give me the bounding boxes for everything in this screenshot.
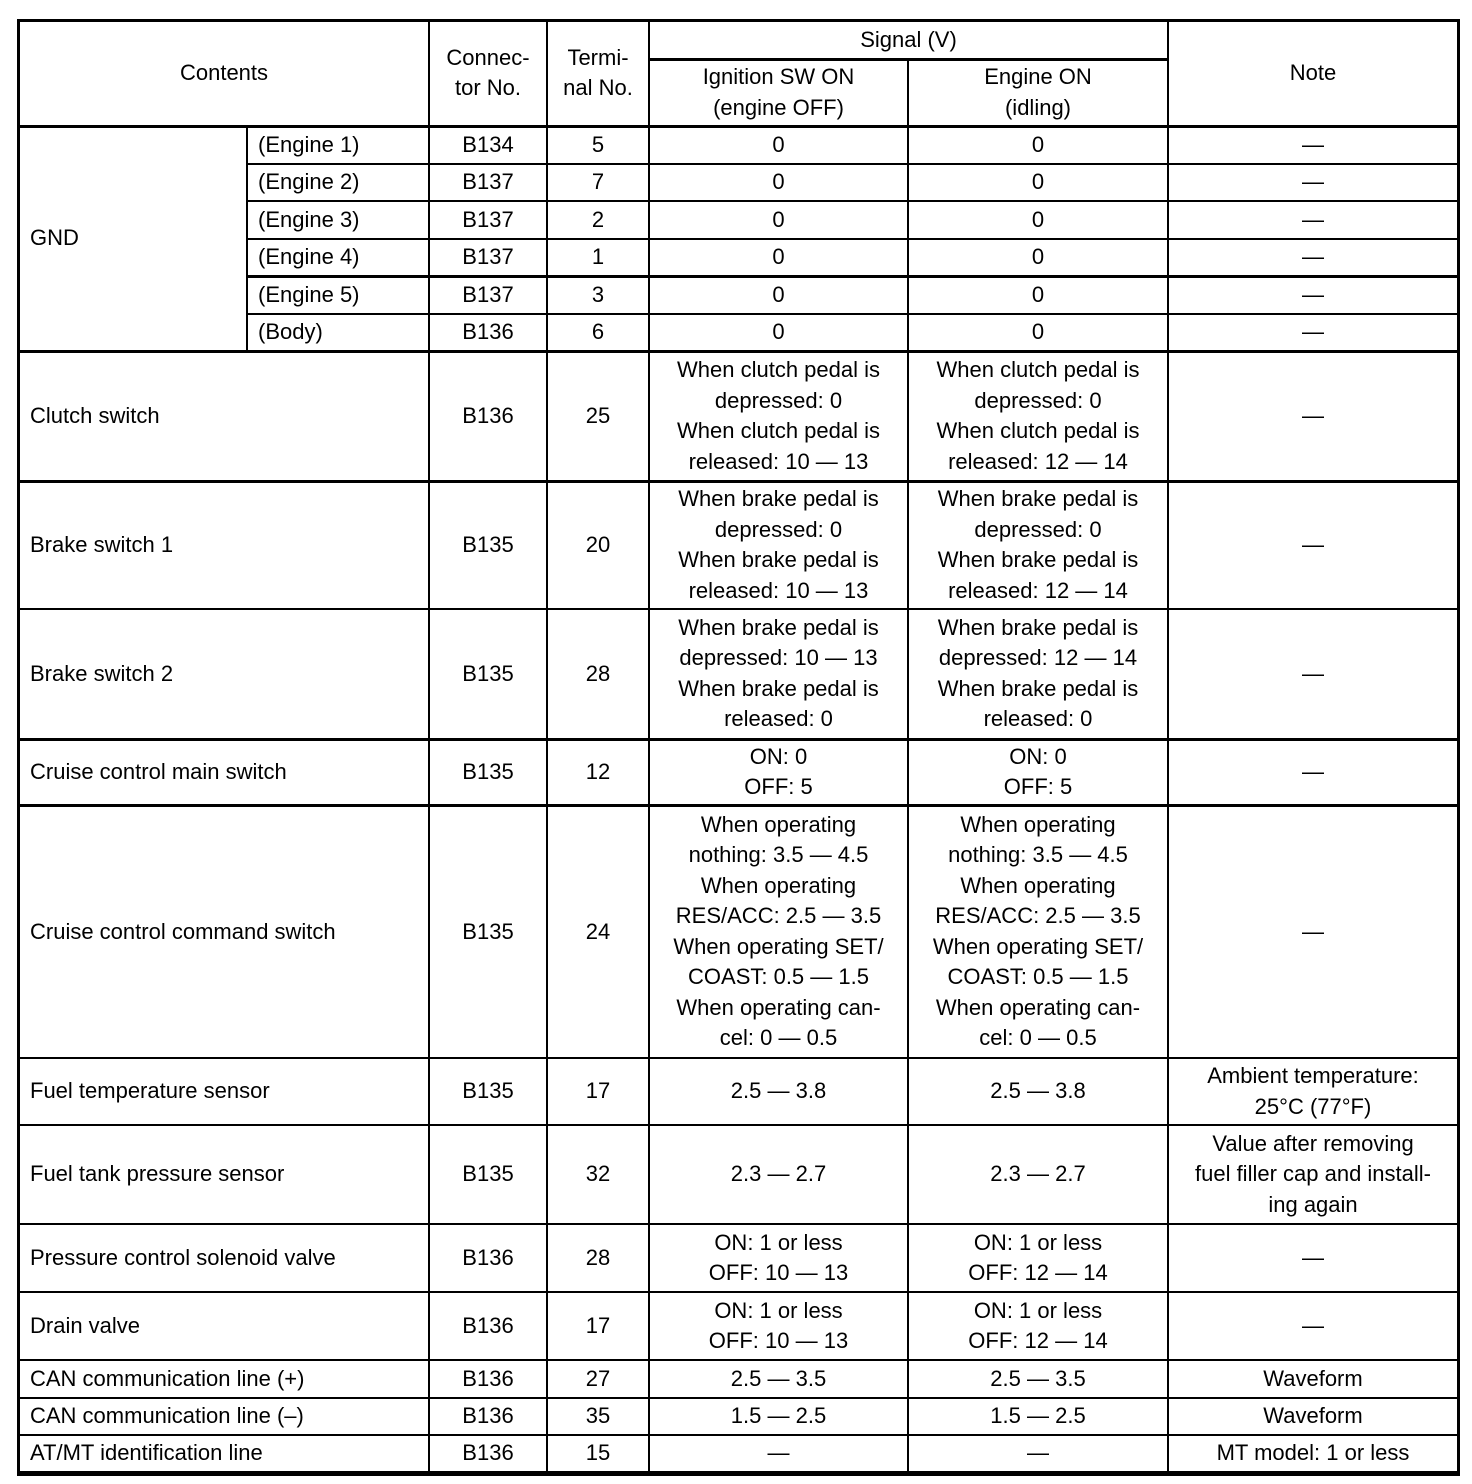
- note-cell: —: [1168, 1292, 1458, 1360]
- note-cell: —: [1168, 739, 1458, 805]
- table-row: [19, 1360, 1458, 1398]
- note-cell: —: [1168, 126, 1458, 164]
- note-cell: Waveform: [1168, 1398, 1458, 1435]
- table-row: [19, 1224, 1458, 1292]
- note-cell: Value after removing fuel filler cap and install- ing again: [1168, 1125, 1458, 1224]
- contents-cell: Brake switch 1: [19, 481, 429, 609]
- engine-cell: ON: 1 or less OFF: 12 — 14: [908, 1292, 1168, 1360]
- contents-cell: Cruise control main switch: [19, 739, 429, 805]
- ignition-cell: ON: 0 OFF: 5: [649, 739, 908, 805]
- ignition-cell: When brake pedal is depressed: 0 When brake pedal is released: 10 — 13: [649, 481, 908, 609]
- ignition-cell: When brake pedal is depressed: 10 — 13 When brake pedal is released: 0: [649, 609, 908, 739]
- header-engine-on: Engine ON (idling): [908, 59, 1168, 126]
- terminal-cell: 7: [547, 164, 649, 201]
- contents-cell: CAN communication line (+): [19, 1360, 429, 1398]
- gnd-sub: (Engine 1): [247, 126, 429, 164]
- engine-cell: 0: [908, 239, 1168, 276]
- connector-cell: B137: [429, 164, 547, 201]
- engine-cell: 0: [908, 276, 1168, 314]
- terminal-cell: 1: [547, 239, 649, 276]
- table-row: [19, 1292, 1458, 1360]
- note-cell: —: [1168, 276, 1458, 314]
- connector-cell: B137: [429, 239, 547, 276]
- header-terminal-no: Termi- nal No.: [547, 21, 649, 126]
- connector-cell: B136: [429, 1398, 547, 1435]
- ignition-cell: 1.5 — 2.5: [649, 1398, 908, 1435]
- engine-cell: When brake pedal is depressed: 12 — 14 When brake pedal is released: 0: [908, 609, 1168, 739]
- engine-cell: 2.3 — 2.7: [908, 1125, 1168, 1224]
- engine-cell: 0: [908, 164, 1168, 201]
- ignition-cell: 0: [649, 276, 908, 314]
- note-cell: —: [1168, 609, 1458, 739]
- ignition-cell: When clutch pedal is depressed: 0 When clutch pedal is released: 10 — 13: [649, 351, 908, 481]
- terminal-cell: 17: [547, 1292, 649, 1360]
- ignition-cell: ON: 1 or less OFF: 10 — 13: [649, 1224, 908, 1292]
- connector-cell: B135: [429, 805, 547, 1058]
- gnd-sub: (Engine 3): [247, 201, 429, 239]
- connector-cell: B135: [429, 609, 547, 739]
- ignition-cell: ON: 1 or less OFF: 10 — 13: [649, 1292, 908, 1360]
- contents-cell: Drain valve: [19, 1292, 429, 1360]
- terminal-cell: 27: [547, 1360, 649, 1398]
- ignition-cell: 0: [649, 164, 908, 201]
- engine-cell: ON: 0 OFF: 5: [908, 739, 1168, 805]
- ignition-cell: 2.5 — 3.8: [649, 1058, 908, 1125]
- terminal-cell: 28: [547, 609, 649, 739]
- connector-cell: B136: [429, 314, 547, 351]
- terminal-cell: 28: [547, 1224, 649, 1292]
- table-row: [19, 126, 1458, 164]
- ignition-cell: 2.5 — 3.5: [649, 1360, 908, 1398]
- engine-cell: 2.5 — 3.8: [908, 1058, 1168, 1125]
- note-cell: —: [1168, 239, 1458, 276]
- table-row: [19, 1435, 1458, 1472]
- terminal-cell: 6: [547, 314, 649, 351]
- engine-cell: When operating nothing: 3.5 — 4.5 When operating RES/ACC: 2.5 — 3.5 When operating SET/ COAST: 0.5 — 1.5 When operating can- cel: 0 — 0.5: [908, 805, 1168, 1058]
- gnd-sub: (Engine 5): [247, 276, 429, 314]
- table-row: [19, 609, 1458, 739]
- table-row: [19, 1058, 1458, 1125]
- note-cell: —: [1168, 805, 1458, 1058]
- engine-cell: 0: [908, 126, 1168, 164]
- note-cell: —: [1168, 201, 1458, 239]
- terminal-cell: 20: [547, 481, 649, 609]
- header-signal: Signal (V): [649, 21, 1168, 59]
- connector-cell: B135: [429, 1058, 547, 1125]
- gnd-sub: (Engine 4): [247, 239, 429, 276]
- signal-spec-table: [18, 20, 1459, 1473]
- connector-cell: B135: [429, 1125, 547, 1224]
- gnd-sub: (Engine 2): [247, 164, 429, 201]
- terminal-cell: 17: [547, 1058, 649, 1125]
- terminal-cell: 15: [547, 1435, 649, 1472]
- contents-cell: Fuel temperature sensor: [19, 1058, 429, 1125]
- table-header: [19, 21, 1458, 126]
- engine-cell: 1.5 — 2.5: [908, 1398, 1168, 1435]
- ignition-cell: 0: [649, 239, 908, 276]
- gnd-label: GND: [19, 126, 247, 351]
- connector-cell: B137: [429, 201, 547, 239]
- header-contents: Contents: [19, 21, 429, 126]
- table-body: [19, 126, 1458, 1472]
- note-cell: Ambient temperature: 25°C (77°F): [1168, 1058, 1458, 1125]
- contents-cell: AT/MT identification line: [19, 1435, 429, 1472]
- connector-cell: B136: [429, 351, 547, 481]
- ignition-cell: 0: [649, 126, 908, 164]
- engine-cell: When clutch pedal is depressed: 0 When clutch pedal is released: 12 — 14: [908, 351, 1168, 481]
- table-row: [19, 351, 1458, 481]
- connector-cell: B136: [429, 1360, 547, 1398]
- table-row: [19, 805, 1458, 1058]
- header-connector-no: Connec- tor No.: [429, 21, 547, 126]
- ignition-cell: When operating nothing: 3.5 — 4.5 When operating RES/ACC: 2.5 — 3.5 When operating SET/ COAST: 0.5 — 1.5 When operating can- cel: 0 — 0.5: [649, 805, 908, 1058]
- engine-cell: 0: [908, 314, 1168, 351]
- terminal-cell: 35: [547, 1398, 649, 1435]
- connector-cell: B135: [429, 739, 547, 805]
- terminal-cell: 25: [547, 351, 649, 481]
- contents-cell: Fuel tank pressure sensor: [19, 1125, 429, 1224]
- note-cell: —: [1168, 164, 1458, 201]
- terminal-cell: 2: [547, 201, 649, 239]
- table-row: [19, 1398, 1458, 1435]
- contents-cell: Brake switch 2: [19, 609, 429, 739]
- ignition-cell: 0: [649, 201, 908, 239]
- engine-cell: —: [908, 1435, 1168, 1472]
- table-row: [19, 1125, 1458, 1224]
- note-cell: —: [1168, 314, 1458, 351]
- ignition-cell: —: [649, 1435, 908, 1472]
- ignition-cell: 2.3 — 2.7: [649, 1125, 908, 1224]
- table-row: [19, 739, 1458, 805]
- terminal-cell: 12: [547, 739, 649, 805]
- note-cell: —: [1168, 1224, 1458, 1292]
- ignition-cell: 0: [649, 314, 908, 351]
- note-cell: MT model: 1 or less: [1168, 1435, 1458, 1472]
- engine-cell: When brake pedal is depressed: 0 When brake pedal is released: 12 — 14: [908, 481, 1168, 609]
- header-ignition-on: Ignition SW ON (engine OFF): [649, 59, 908, 126]
- connector-cell: B136: [429, 1292, 547, 1360]
- engine-cell: ON: 1 or less OFF: 12 — 14: [908, 1224, 1168, 1292]
- terminal-cell: 5: [547, 126, 649, 164]
- contents-cell: Clutch switch: [19, 351, 429, 481]
- gnd-sub: (Body): [247, 314, 429, 351]
- terminal-cell: 3: [547, 276, 649, 314]
- connector-cell: B135: [429, 481, 547, 609]
- connector-cell: B136: [429, 1224, 547, 1292]
- terminal-cell: 32: [547, 1125, 649, 1224]
- contents-cell: CAN communication line (–): [19, 1398, 429, 1435]
- terminal-cell: 24: [547, 805, 649, 1058]
- header-note: Note: [1168, 21, 1458, 126]
- connector-cell: B134: [429, 126, 547, 164]
- engine-cell: 0: [908, 201, 1168, 239]
- connector-cell: B137: [429, 276, 547, 314]
- engine-cell: 2.5 — 3.5: [908, 1360, 1168, 1398]
- note-cell: Waveform: [1168, 1360, 1458, 1398]
- note-cell: —: [1168, 481, 1458, 609]
- table-row: [19, 481, 1458, 609]
- note-cell: —: [1168, 351, 1458, 481]
- contents-cell: Pressure control solenoid valve: [19, 1224, 429, 1292]
- contents-cell: Cruise control command switch: [19, 805, 429, 1058]
- connector-cell: B136: [429, 1435, 547, 1472]
